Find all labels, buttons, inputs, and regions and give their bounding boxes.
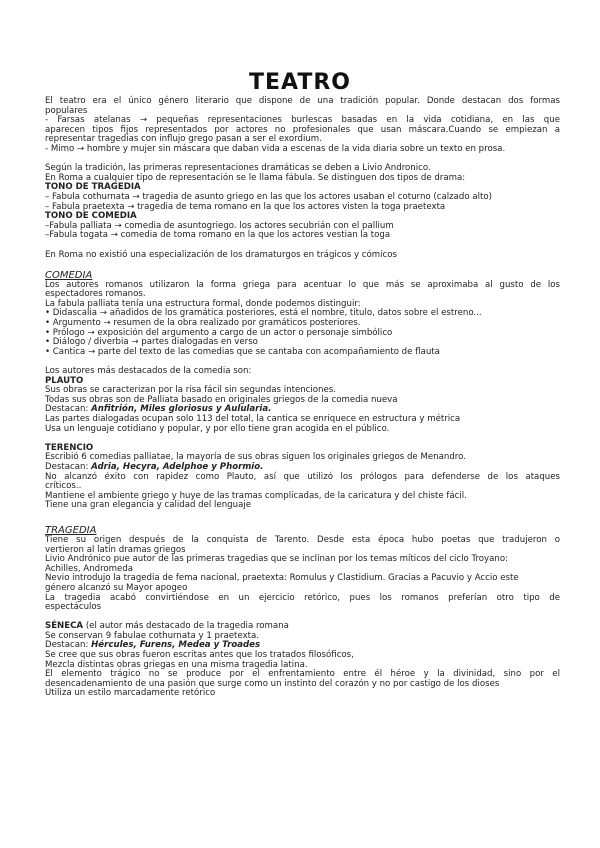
terencio-line: Tiene una gran elegancia y calidad del lenguaje xyxy=(45,500,252,511)
plauto-line: Todas sus obras son de Palliata basado en originales griegos de la comedia nueva xyxy=(45,394,398,405)
seneca-works: Hércules, Furens, Medea y Troades xyxy=(91,640,261,651)
plauto-line: Sus obras se caracterizan por la risa fácil sin segundas intenciones. xyxy=(45,385,336,396)
intro-line: representar tragedias con influjo grego pasan a ser el exordium. xyxy=(45,134,322,145)
tradicion-line: En Roma a cualquier tipo de representación se le llama fábula. Se distinguen dos tipos de drama: xyxy=(45,172,466,183)
roma-note: En Roma no existió una especialización de los dramaturgos en trágicos y cómicos xyxy=(45,249,397,260)
tragedia-line: Tiene su origen después de la conquista de Tarento. Desde esta época hubo poetas que tradujeron o xyxy=(45,534,560,545)
tono-tragedia-heading: TONO DE TRAGEDIA xyxy=(45,182,141,193)
seneca-line: Mezcla distintas obras griegas en una misma tragedia latina. xyxy=(45,659,308,670)
terencio-heading: TERENCIO xyxy=(45,442,94,453)
tragedia-line: La tragedia acabó convirtiéndose en un ejercicio retórico, pues los romanos preferían otro tipo de xyxy=(45,592,560,603)
destacan-label: Destacan: xyxy=(45,461,92,472)
plauto-line: Usa un lenguaje cotidiano y popular, y por ello tiene gran acogida en el público. xyxy=(45,423,390,434)
intro-line: - Farsas atelanas → pequeñas representaciones burlescas basadas en la vida cotidiana, en las que xyxy=(45,115,560,126)
plauto-works: Anfitrión, Miles gloriosus y Aulularia. xyxy=(91,404,272,415)
tragedia-type-item: – Fabula praetexta → tragedia de tema romano en la que los actores visten la toga praetexta xyxy=(45,201,446,212)
seneca-line: El elemento trágico no se produce por el enfrentamiento entre él héroe y la divinidad, sino por el xyxy=(45,669,560,680)
terencio-line: críticos.. xyxy=(45,481,82,492)
plauto-heading: PLAUTO xyxy=(45,375,84,386)
seneca-line: Utiliza un estilo marcadamente retórico xyxy=(45,688,216,699)
comedia-bullet: • Argumento → resumen de la obra realizado por gramáticos posteriores. xyxy=(45,318,361,329)
comedia-heading: COMEDIA xyxy=(45,269,93,281)
comedia-type-item: –Fabula palliata → comedia de asuntogriego. los actores secubrián con el pallium xyxy=(45,220,394,231)
comedia-bullet: • Cantica → parte del texto de las comedias que se cantaba con acompañamiento de flauta xyxy=(45,346,440,357)
terencio-works: Adria, Hecyra, Adelphoe y Phormio. xyxy=(91,461,264,472)
destacan-label: Destacan: xyxy=(45,640,92,651)
comedia-intro-line: espectadores romanos. xyxy=(45,289,146,300)
comedia-bullet: • Diálogo / diverbia → partes dialogadas en verso xyxy=(45,337,258,348)
page-title: TEATRO xyxy=(248,70,351,95)
seneca-line: Se cree que sus obras fueron escritas antes que los tratados filosóficos, xyxy=(45,650,354,661)
destacan-label: Destacan: xyxy=(45,404,92,415)
intro-line: - Mimo → hombre y mujer sin máscara que daban vida a escenas de la vida diaria sobre un texto en prosa. xyxy=(45,143,506,154)
terencio-line: Escribió 6 comedias palliatae, la mayoría de sus obras siguen los originales griegos de Menandro. xyxy=(45,452,466,463)
seneca-line: Se conservan 9 fabulae cothurnata y 1 praetexta. xyxy=(45,630,260,641)
tradicion-line: Según la tradición, las primeras representaciones dramáticas se deben a Livio Andronico. xyxy=(45,163,431,174)
intro-line: El teatro era el único género literario que dispone de una tradición popular. Donde destacan dos formas xyxy=(45,96,560,106)
terencio-line: No alcanzó éxito con rapidez como Plauto, así que utilizó los prólogos para defenderse de los ataques xyxy=(45,471,560,482)
tragedia-line: Achilles, Andromeda xyxy=(45,563,134,574)
tono-comedia-heading: TONO DE COMEDIA xyxy=(45,211,137,222)
plauto-line: Las partes dialogadas ocupan solo 113 del total, la cantica se enriquece en estructura y métrica xyxy=(45,414,461,424)
tragedia-line: vertieron al latín dramas griegos xyxy=(45,544,186,555)
terencio-line: Mantiene el ambiente griego y huye de las tramas complicadas, de la caricatura y del chiste fácil. xyxy=(45,490,467,501)
tragedia-line: género alcanzó su Mayor apogeo xyxy=(45,582,188,593)
comedia-intro-line: Los autores romanos utilizaron la forma griega para acentuar lo que más se aproximaba al gusto de los xyxy=(45,279,560,290)
tragedia-type-item: – Fabula cothurnata → tragedia de asunto griego en las que los actores usaban el coturno (calzado alto) xyxy=(45,191,492,202)
comedia-bullet: • Prólogo → exposición del argumento a cargo de un actor o personaje simbólico xyxy=(45,327,393,338)
seneca-line: desencadenamiento de una pasión que surge como un instinto del corazón y no por castigo de los dioses xyxy=(45,678,500,689)
tragedia-line: Livio Andrónico pue autor de las primeras tragedias que se inclinan por los temas míticos del ciclo Troyano: xyxy=(45,554,509,565)
seneca-name-rest: (el autor más destacado de la tragedia romana xyxy=(83,621,289,632)
tragedia-line: Nevio introdujo la tragedia de fema nacional, praetexta: Romulus y Clastidium. Gracias a Pacuvio y Accio este xyxy=(45,573,519,584)
autores-intro: Los autores más destacados de la comedia son: xyxy=(45,366,252,377)
comedia-bullet: • Didascalia → añadidos de los gramática posteriores, está el nombre, titulo, datos sobre el estreno... xyxy=(45,308,482,319)
tragedia-line: espectáculos xyxy=(45,602,102,613)
document-body xyxy=(45,97,560,699)
comedia-intro-line: La fabula palliata tenía una estructura formal, donde podemos distinguir: xyxy=(45,298,361,309)
seneca-name: SÉNECA xyxy=(45,621,84,632)
intro-line: aparecen tipos fijos representados por actores no profesionales que usan máscara.Cuando se empiezan a xyxy=(45,124,560,135)
tragedia-heading: TRAGEDIA xyxy=(45,524,97,536)
comedia-type-item: –Fabula togata → comedia de toma romano en la que los actores vestian la toga xyxy=(45,230,391,241)
intro-line: populares xyxy=(45,105,88,116)
